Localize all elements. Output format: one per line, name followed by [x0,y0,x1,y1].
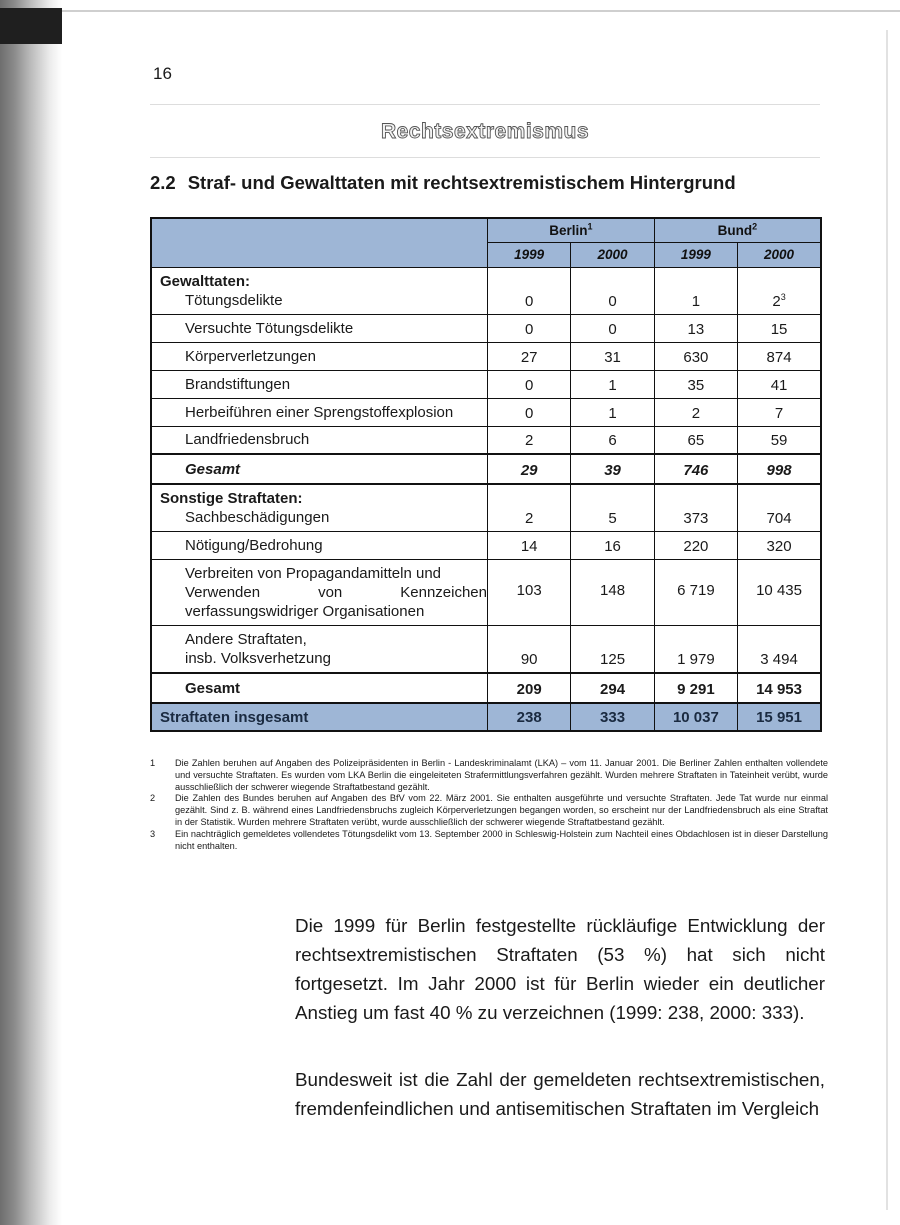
cell: 13 [654,314,737,342]
cell: 0 [571,314,654,342]
cell: 9 291 [654,673,737,703]
section-title [150,172,736,194]
table-row [151,342,821,370]
cell: 1 [571,398,654,426]
cell: 320 [738,532,821,560]
row-label: Andere Straftaten, insb. Volksverhetzung [151,626,488,674]
header-blank [151,218,488,267]
table-row [151,532,821,560]
row-label: Körperverletzungen [151,342,488,370]
cell: 220 [654,532,737,560]
table-row [151,314,821,342]
footnotes [150,758,828,852]
cell: 10 435 [738,560,821,626]
row-label: Herbeiführen einer Sprengstoffexplosion [151,398,488,426]
table-row [151,560,821,626]
footnote: 3 Ein nachträglich gemeldetes vollendetes Tötungsdelikt vom 13. September 2000 in Schleswig-Holstein zum Nachteil eines Obdachlosen ist in dieser Darstellung nicht enthalten. [150,828,828,851]
year-header: 1999 [654,242,737,267]
cell: 998 [738,454,821,484]
year-header: 2000 [571,242,654,267]
footnote: 2 Die Zahlen des Bundes beruhen auf Angaben des BfV vom 22. März 2001. Sie enthalten ausgeführte und versuchte Straftaten. Jede Tat wurde nur einmal gezählt. Sind z. B. während eines Landfriedensbruchs zugleich Körperverletzungen begangen worden, so erscheint nur der Landfriedensbruch als eine Straftat in der Statistik. Wurden mehrere Straftaten verübt, wurde ausschließlich der schwerer wiegende Straftatbestand gezählt. [150,793,828,827]
head-rule [150,104,820,105]
cell: 29 [488,454,571,484]
cell: 7 [738,398,821,426]
cell: 2 [654,398,737,426]
year-header: 2000 [738,242,821,267]
group-heading-gewalttaten: Gewalttaten: [160,272,251,290]
header-berlin: Berlin$^1$ [488,218,655,242]
row-label: Gewalttaten: Tötungsdelikte [151,267,488,314]
cell: 3 494 [738,626,821,674]
cell: 148 [571,560,654,626]
cell: 373 [654,484,737,532]
body-text [295,911,825,1161]
table-row [151,426,821,454]
paragraph: Bundesweit ist die Zahl der gemeldeten rechtsextremistischen, fremdenfeindlichen und antisemitischen Straftaten im Vergleich [295,1069,825,1119]
cell: 31 [571,342,654,370]
cell: 39 [571,454,654,484]
cell: 6 [571,426,654,454]
row-label: Landfriedensbruch [151,426,488,454]
row-label: Verbreiten von Propagandamitteln und Verwenden von Kennzeichen verfassungswidriger Organisationen [151,560,488,626]
cell: 16 [571,532,654,560]
section-number: 2.2 [150,172,176,193]
cell: 6 719 [654,560,737,626]
row-label: Straftaten insgesamt [151,703,488,731]
cell: 59 [738,426,821,454]
footnote: 1 Die Zahlen beruhen auf Angaben des Polizeipräsidenten in Berlin - Landeskriminalamt (LKA) – vom 11. Januar 2001. Die Berliner Zahlen enthalten vollendete und versuchte Straftaten. Es wurden vom LKA Berlin die eingeleiteten Strafermittlungsverfahren gezählt. Wurden mehrere Straftaten in Tateinheit verübt, wurde ausschließlich der schwerer wiegende Straftatbestand gezählt. [150,758,828,792]
head-rule [150,157,820,158]
cell: 1 [571,370,654,398]
cell: 14 953 [738,673,821,703]
table-row [151,484,821,532]
page-number: 16 [153,64,172,83]
top-rule [62,10,900,12]
cell: 2 [488,484,571,532]
cell: 630 [654,342,737,370]
row-label: Nötigung/Bedrohung [151,532,488,560]
cell: 874 [738,342,821,370]
cell: 0 [571,267,654,314]
cell: 0 [488,314,571,342]
table-row [151,267,821,314]
cell: 2 [488,426,571,454]
scan-edge [0,0,62,1225]
cell: 704 [738,484,821,532]
table-row [151,626,821,674]
cell: 333 [571,703,654,731]
statistics-table [150,217,822,732]
section-title-text: Straf- und Gewalttaten mit rechtsextremistischem Hintergrund [187,172,736,193]
row-label: Brandstiftungen [151,370,488,398]
cell: 5 [571,484,654,532]
cell: 103 [488,560,571,626]
cell: 1 979 [654,626,737,674]
row-label: Gesamt [151,454,488,484]
year-header: 1999 [488,242,571,267]
row-label: Versuchte Tötungsdelikte [151,314,488,342]
header-bund: Bund$^2$ [654,218,821,242]
cell: 15 951 [738,703,821,731]
cell: 41 [738,370,821,398]
cell: 1 [654,267,737,314]
row-label: Sonstige Straftaten: Sachbeschädigungen [151,484,488,532]
cell: 14 [488,532,571,560]
table-row [151,398,821,426]
cell: 294 [571,673,654,703]
subtotal-row [151,454,821,484]
cell: $2^3$ [738,267,821,314]
cell: 0 [488,267,571,314]
cell: 746 [654,454,737,484]
cell: 15 [738,314,821,342]
cell: 65 [654,426,737,454]
cell: 10 037 [654,703,737,731]
right-edge [886,30,888,1210]
group-heading-sonstige: Sonstige Straftaten: [160,490,303,507]
running-head: Rechtsextremismus [380,120,590,143]
cell: 90 [488,626,571,674]
cell: 0 [488,398,571,426]
cell: 0 [488,370,571,398]
cell: 238 [488,703,571,731]
grand-total-row [151,703,821,731]
subtotal-row [151,673,821,703]
scan-corner [0,8,62,44]
cell: 125 [571,626,654,674]
cell: 35 [654,370,737,398]
paragraph: Die 1999 für Berlin festgestellte rückläufige Entwicklung der rechtsextremistischen Straftaten (53 %) hat sich nicht fortgesetzt. Im Jahr 2000 ist für Berlin wieder ein deutlicher Anstieg um fast 40 % zu verzeichnen (1999: 238, 2000: 333). [295,915,825,1023]
row-label: Gesamt [151,673,488,703]
table-row [151,370,821,398]
table-header-row [151,218,821,242]
cell: 27 [488,342,571,370]
cell: 209 [488,673,571,703]
